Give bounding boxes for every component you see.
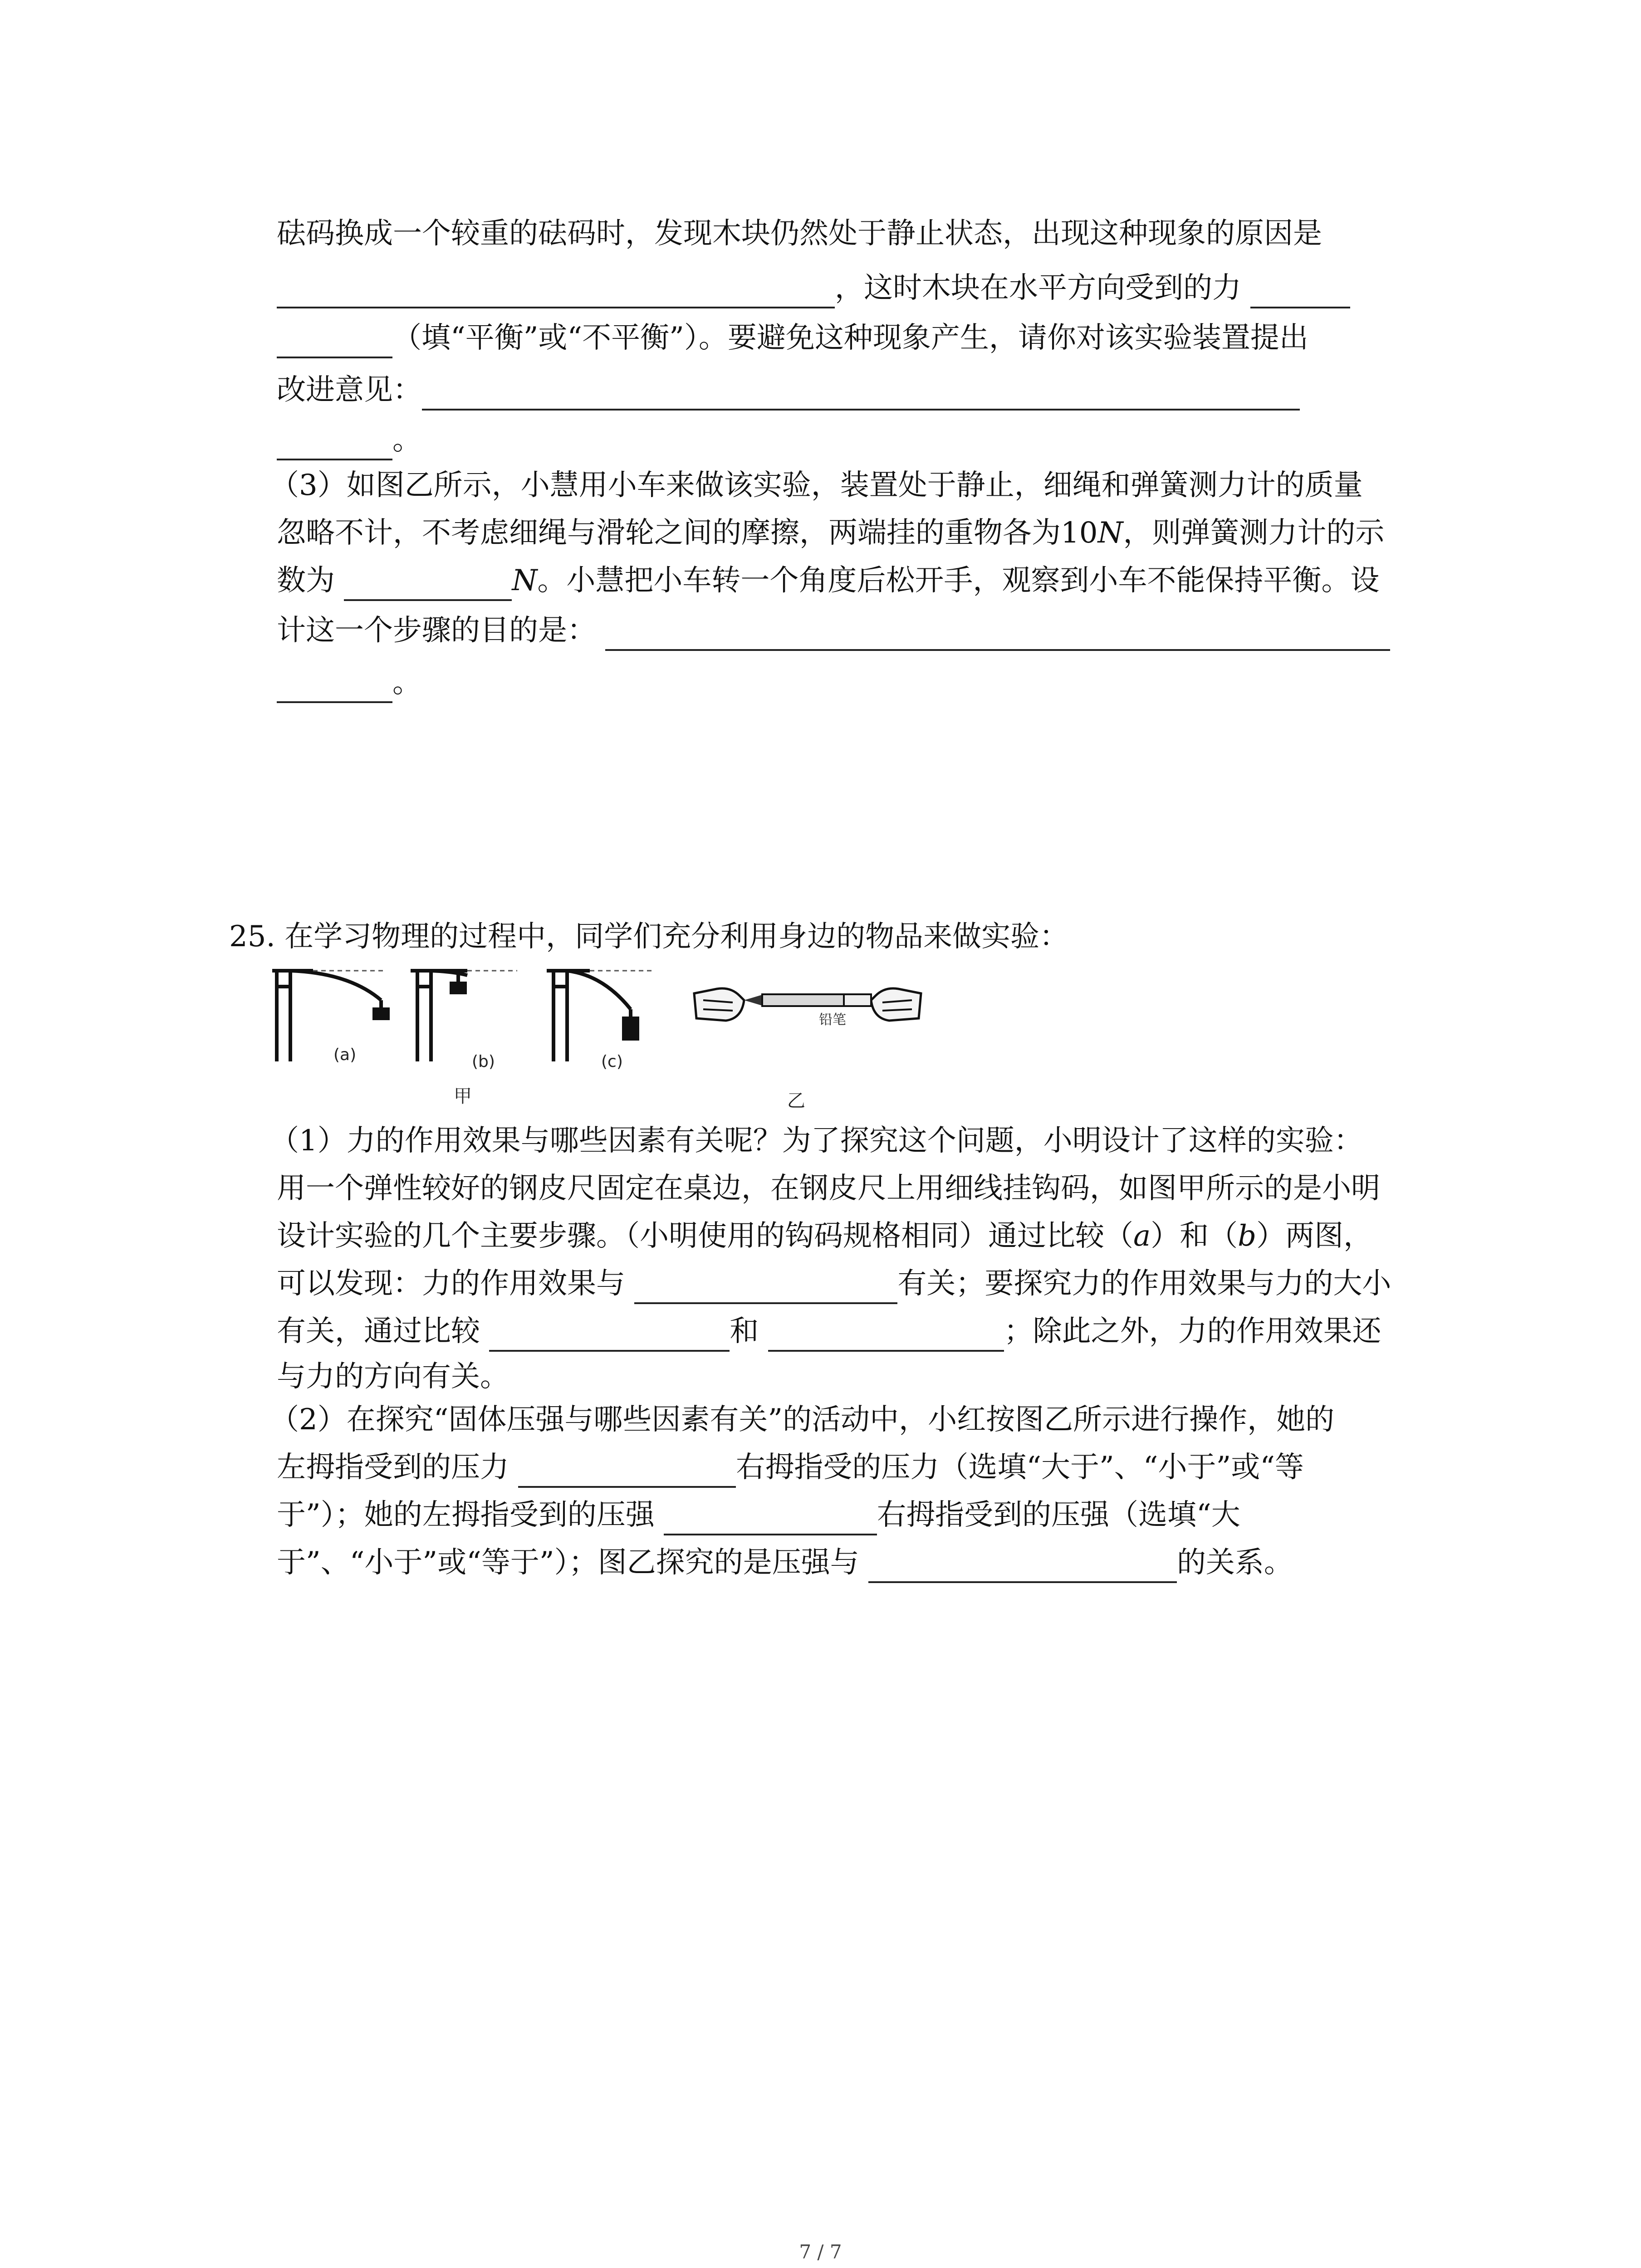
ruler-setup-b: [411, 971, 467, 1061]
answer-blank[interactable]: [768, 1318, 1004, 1352]
figure-label-a: (a): [333, 1046, 357, 1064]
q25-stem-line: [229, 916, 1068, 957]
q25-text: 可以发现：力的作用效果与: [277, 1267, 625, 1300]
q25-p1-line-4: [277, 1263, 1391, 1304]
q24-p3-line-1: [270, 465, 1363, 506]
answer-blank[interactable]: [605, 617, 1390, 651]
q25-text: ）两图，: [1256, 1219, 1373, 1253]
q24-text: ，这时木块在水平方向受到的力: [835, 271, 1241, 305]
unit-symbol: N: [512, 564, 538, 597]
figure-caption-yi: 乙: [787, 1090, 805, 1111]
page-number: 7 / 7: [799, 2241, 842, 2263]
ruler-setup-a: [272, 971, 388, 1061]
answer-blank[interactable]: [277, 275, 835, 308]
q24-line-5: [277, 420, 421, 460]
answer-blank[interactable]: [277, 325, 392, 358]
q24-line-2: [277, 268, 1350, 308]
q24-text: （填“平衡”或“不平衡”）。要避免这种现象产生，请你对该实验装置提出: [392, 321, 1308, 355]
q24-text: 计这一个步骤的目的是：: [277, 614, 596, 647]
q25-text: 的关系。: [1176, 1546, 1293, 1579]
q25-p2-line-2: [277, 1447, 1304, 1488]
q24-text: 。: [392, 423, 421, 457]
q25-p1-line-6: [277, 1356, 509, 1397]
q25-p1-line-5: [277, 1311, 1381, 1352]
q24-text: 忽略不计，不考虑细绳与滑轮之间的摩擦，两端挂的重物各为10: [277, 516, 1098, 550]
figure-ref-b: b: [1238, 1219, 1257, 1253]
q25-p2-line-4: [277, 1542, 1293, 1583]
q25-text: 有关，通过比较: [277, 1315, 480, 1348]
q25-p2-line-1: [270, 1399, 1334, 1440]
q24-p3-line-3: [277, 560, 1379, 601]
answer-blank[interactable]: [664, 1502, 877, 1535]
answer-blank[interactable]: [277, 427, 392, 460]
q24-p3-line-2: [277, 513, 1384, 553]
figure-caption-jia: 甲: [454, 1086, 472, 1107]
answer-blank[interactable]: [518, 1454, 736, 1488]
q25-text: 左拇指受到的压力: [277, 1451, 509, 1484]
q25-text: 有关；要探究力的作用效果与力的大小: [897, 1267, 1391, 1300]
answer-blank[interactable]: [489, 1318, 730, 1352]
answer-blank[interactable]: [277, 670, 392, 703]
q25-p2-line-3: [277, 1495, 1240, 1535]
figure-label-b: (b): [472, 1052, 495, 1071]
q25-text: 用一个弹性较好的钢皮尺固定在桌边，在钢皮尺上用细线挂钩码，如图甲所示的是小明: [277, 1172, 1380, 1205]
q25-p1-line-1: [270, 1120, 1363, 1161]
question-number: 25.: [229, 920, 275, 953]
unit-symbol: N: [1097, 516, 1123, 550]
figure-yi: [690, 975, 926, 1034]
q24-text: ，则弹簧测力计的示: [1123, 516, 1385, 550]
q24-line-4: [277, 370, 1300, 411]
q25-text: 右拇指受的压力（选填“大于”、“小于”或“等: [736, 1451, 1304, 1484]
q24-line-3: [277, 318, 1308, 358]
q25-text: ）和（: [1151, 1219, 1238, 1253]
answer-blank[interactable]: [1250, 275, 1350, 308]
answer-blank[interactable]: [634, 1271, 897, 1304]
question-stem: 在学习物理的过程中，同学们充分利用身边的物品来做实验：: [284, 920, 1069, 953]
q24-line-1: [277, 213, 1322, 254]
q25-p1-line-3: [277, 1216, 1372, 1256]
q25-text: 于”、“小于”或“等于”）；图乙探究的是压强与: [277, 1546, 859, 1579]
q24-text: 。: [392, 666, 421, 699]
q24-text: （3）如图乙所示，小慧用小车来做该实验，装置处于静止，细绳和弹簧测力计的质量: [270, 469, 1363, 502]
ruler-setup-c: [547, 971, 637, 1061]
answer-blank[interactable]: [868, 1549, 1177, 1583]
q24-text: 改进意见：: [277, 373, 422, 407]
q25-text: ；除此之外，力的作用效果还: [1004, 1315, 1381, 1348]
q25-text: 于”）；她的左拇指受到的压强: [277, 1498, 655, 1532]
figure-label-c: (c): [601, 1052, 623, 1071]
q25-text: （2）在探究“固体压强与哪些因素有关”的活动中，小红按图乙所示进行操作，她的: [270, 1403, 1335, 1437]
q25-text: 右拇指受到的压强（选填“大: [877, 1498, 1240, 1532]
q24-text: 数为: [277, 564, 335, 597]
figure-ref-a: a: [1133, 1219, 1151, 1253]
q24-p3-line-4: [277, 610, 1390, 651]
answer-blank[interactable]: [344, 567, 512, 601]
q25-p1-line-2: [277, 1168, 1380, 1209]
answer-blank[interactable]: [422, 377, 1300, 411]
q24-text: 。小慧把小车转一个角度后松开手，观察到小车不能保持平衡。设: [537, 564, 1380, 597]
pencil-label: 铅笔: [819, 1012, 846, 1028]
q24-text: 砝码换成一个较重的砝码时，发现木块仍然处于静止状态，出现这种现象的原因是: [277, 217, 1322, 250]
q24-p3-line-5: [277, 662, 421, 703]
q25-text: （1）力的作用效果与哪些因素有关呢？为了探究这个问题，小明设计了这样的实验：: [270, 1124, 1363, 1158]
q25-text: 设计实验的几个主要步骤。（小明使用的钩码规格相同）通过比较（: [277, 1219, 1133, 1253]
q25-text: 与力的方向有关。: [277, 1360, 509, 1393]
q25-text: 和: [730, 1315, 759, 1348]
pencil-icon: [744, 994, 871, 1006]
